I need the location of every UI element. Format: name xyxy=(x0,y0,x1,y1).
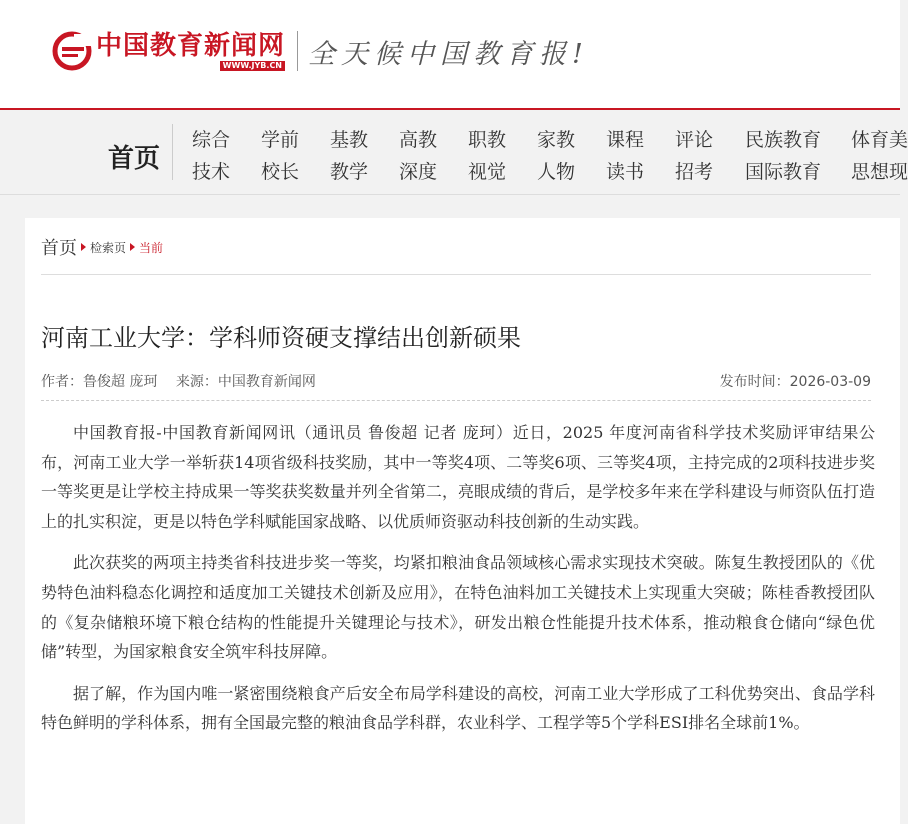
nav-item-shijue[interactable]: 视觉 xyxy=(468,160,507,183)
breadcrumb-current: 当前 xyxy=(139,240,164,255)
nav-item-tiyu[interactable]: 体育美 xyxy=(851,128,908,151)
breadcrumb-arrow-icon xyxy=(130,243,135,251)
breadcrumb-home[interactable]: 首页 xyxy=(41,238,77,259)
nav-item-zonghe[interactable]: 综合 xyxy=(192,128,231,151)
logo-divider xyxy=(297,31,298,71)
breadcrumb xyxy=(41,234,163,260)
nav-item-gaojiao[interactable]: 高教 xyxy=(399,128,438,151)
nav-item-sixiang[interactable]: 思想现 xyxy=(851,160,908,183)
article-meta xyxy=(41,371,871,391)
article-date: 发布时间：2026-03-09 xyxy=(719,374,871,390)
article-paragraph: 据了解，作为国内唯一紧密围绕粮食产后安全布局学科建设的高校，河南工业大学形成了工科优势突出、食品学科特色鲜明的学科体系，拥有全国最完整的粮油食品学科群，农业科学、工程学等5个学科ESI排名全球前1%。 xyxy=(41,683,875,733)
nav-item-renwu[interactable]: 人物 xyxy=(537,160,576,183)
breadcrumb-divider xyxy=(41,274,871,275)
logo-text: 中国教育新闻网 xyxy=(96,30,286,61)
nav-item-minzu[interactable]: 民族教育 xyxy=(745,128,822,151)
nav-item-pinglun[interactable]: 评论 xyxy=(675,128,714,151)
nav-item-kecheng[interactable]: 课程 xyxy=(606,128,645,151)
nav-item-zhijiao[interactable]: 职教 xyxy=(468,128,507,151)
nav-divider xyxy=(172,124,173,180)
breadcrumb-arrow-icon xyxy=(81,243,86,251)
breadcrumb-search[interactable]: 检索页 xyxy=(90,240,127,255)
nav-item-dushu[interactable]: 读书 xyxy=(606,160,645,183)
nav-item-zhaokao[interactable]: 招考 xyxy=(675,160,714,183)
main-nav xyxy=(0,110,908,195)
nav-item-xueqian[interactable]: 学前 xyxy=(261,128,300,151)
article-panel xyxy=(25,218,900,824)
meta-divider xyxy=(41,400,871,401)
jyb-logo-icon xyxy=(52,31,92,71)
article-paragraph: 中国教育报-中国教育新闻网讯（通讯员 鲁俊超 记者 庞珂）近日，2025 年度河南省科学技术奖励评审结果公布，河南工业大学一举斩获14项省级科技奖励，其中一等奖4项、二等奖6项、三等奖4项，主持完成的2项科技进步奖一等奖更是让学校主持成果一等奖获奖数量并列全省第二，亮眼成绩的背后，是学校多年来在学科建设与师资队伍打造上的扎实积淀，更是以特色学科赋能国家战略、以优质师资驱动科技创新的生动实践。 xyxy=(41,423,875,531)
site-logo[interactable] xyxy=(52,30,589,72)
article-body xyxy=(41,418,875,750)
article-source: 来源：中国教育新闻网 xyxy=(175,374,316,390)
nav-item-guoji[interactable]: 国际教育 xyxy=(745,160,822,183)
site-slogan: 全天候中国教育报! xyxy=(308,38,589,70)
nav-item-jijiao[interactable]: 基教 xyxy=(330,128,369,151)
article-author: 作者：鲁俊超 庞珂 xyxy=(41,374,158,390)
site-header xyxy=(0,0,900,110)
nav-item-jishu[interactable]: 技术 xyxy=(192,160,231,183)
article-paragraph: 此次获奖的两项主持类省科技进步奖一等奖，均紧扣粮油食品领域核心需求实现技术突破。陈复生教授团队的《优势特色油料稳态化调控和适度加工关键技术创新及应用》，在特色油料加工关键技术上实现重大突破；陈桂香教授团队的《复杂储粮环境下粮仓结构的性能提升关键理论与技术》，研发出粮仓性能提升技术体系，推动粮食仓储向“绿色优储”转型，为国家粮食安全筑牢科技屏障。 xyxy=(41,553,875,662)
logo-url: WWW.JYB.CN xyxy=(220,61,285,71)
nav-home[interactable]: 首页 xyxy=(108,144,161,174)
nav-item-jiajiao[interactable]: 家教 xyxy=(537,128,576,151)
nav-channel-grid xyxy=(192,122,908,186)
nav-item-xiaozhang[interactable]: 校长 xyxy=(261,160,300,183)
nav-row-1 xyxy=(192,122,908,154)
nav-row-2 xyxy=(192,154,908,186)
article-title: 河南工业大学：学科师资硬支撑结出创新硕果 xyxy=(41,324,521,352)
nav-item-shendu[interactable]: 深度 xyxy=(399,160,438,183)
nav-item-jiaoxue[interactable]: 教学 xyxy=(330,160,369,183)
